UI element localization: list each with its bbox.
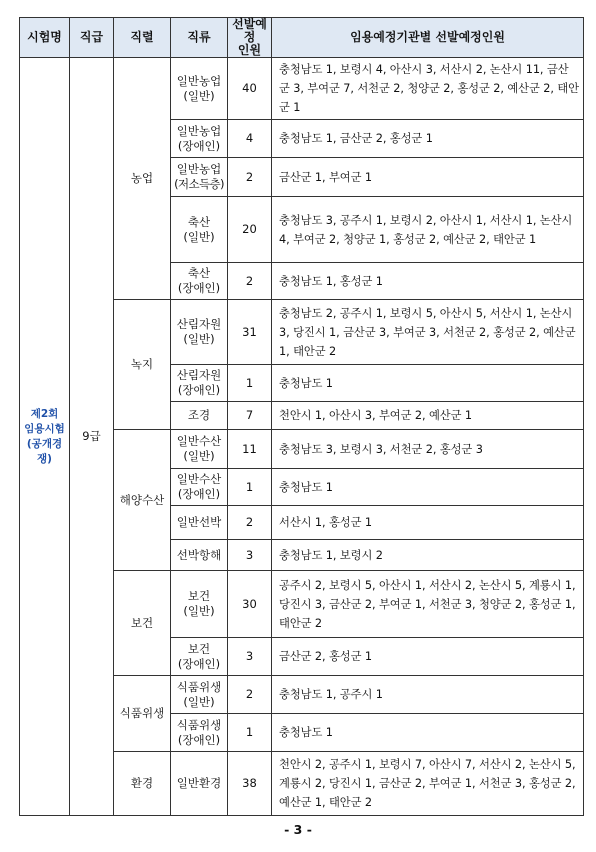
alloc-cell: 충청남도 1, 홍성군 1 — [272, 263, 584, 300]
job-line: 식품위생 — [176, 679, 222, 694]
alloc-cell: 충청남도 3, 공주시 1, 보령시 2, 아산시 1, 서산시 1, 논산시 4, 부여군 2, 청양군 1, 홍성군 2, 예산군 2, 태안군 1 — [272, 197, 584, 263]
header-job: 직류 — [171, 18, 228, 58]
job-line: 보건 — [187, 641, 211, 656]
job-line: (일반) — [183, 229, 215, 244]
series-cell: 녹지 — [114, 300, 171, 430]
job-line: (일반) — [183, 332, 215, 346]
job-line: (일반) — [183, 449, 215, 463]
series-cell: 보건 — [114, 571, 171, 676]
alloc-cell: 천안시 1, 아산시 3, 부여군 2, 예산군 1 — [272, 402, 584, 430]
count-cell: 3 — [228, 540, 272, 571]
job-cell — [171, 402, 228, 430]
exam-name-line: 제2회 — [30, 407, 59, 420]
job-cell — [171, 506, 228, 540]
count-cell: 1 — [228, 714, 272, 752]
header-count-line1: 선발예정 — [232, 17, 267, 44]
count-cell: 2 — [228, 676, 272, 714]
job-line: 산림자원 — [176, 317, 222, 331]
job-line: 축산 — [187, 266, 211, 280]
job-cell — [171, 430, 228, 469]
alloc-cell: 충청남도 1, 보령시 4, 아산시 3, 서산시 2, 논산시 11, 금산군 3, 부여군 7, 서천군 2, 청양군 2, 홍성군 2, 예산군 2, 태안군 1 — [272, 58, 584, 120]
alloc-cell: 서산시 1, 홍성군 1 — [272, 506, 584, 540]
alloc-cell: 충청남도 1, 금산군 2, 홍성군 1 — [272, 120, 584, 158]
count-cell: 38 — [228, 752, 272, 816]
job-line: 일반농업 — [176, 162, 222, 176]
job-line: 일반농업 — [176, 73, 222, 88]
job-line: (장애인) — [177, 732, 221, 747]
count-cell: 4 — [228, 120, 272, 158]
job-cell — [171, 300, 228, 365]
header-count — [228, 18, 272, 58]
table-row — [20, 58, 584, 120]
alloc-cell: 공주시 2, 보령시 5, 아산시 1, 서산시 2, 논산시 5, 계룡시 1, 당진시 3, 금산군 2, 부여군 1, 서천군 3, 청양군 2, 홍성군 1, 태안군 2 — [272, 571, 584, 638]
alloc-cell: 천안시 2, 공주시 1, 보령시 7, 아산시 7, 서산시 2, 논산시 5, 계룡시 2, 당진시 1, 금산군 2, 부여군 1, 서천군 3, 홍성군 2, 예산군 1, 태안군 2 — [272, 752, 584, 816]
recruitment-table — [19, 17, 584, 816]
count-cell: 30 — [228, 571, 272, 638]
series-cell: 환경 — [114, 752, 171, 816]
job-line: 식품위생 — [176, 717, 222, 732]
series-cell: 식품위생 — [114, 676, 171, 752]
count-cell: 31 — [228, 300, 272, 365]
alloc-cell: 충청남도 1 — [272, 714, 584, 752]
count-cell: 2 — [228, 506, 272, 540]
job-line: 일반수산 — [176, 472, 222, 486]
header-count-line2: 인원 — [237, 43, 262, 57]
series-cell: 농업 — [114, 58, 171, 300]
exam-name-cell — [20, 58, 70, 816]
job-cell — [171, 120, 228, 158]
count-cell: 2 — [228, 263, 272, 300]
series-cell: 해양수산 — [114, 430, 171, 571]
exam-name-line: 임용시험 — [24, 422, 65, 435]
job-cell — [171, 540, 228, 571]
job-line: (일반) — [183, 694, 215, 709]
grade-cell: 9급 — [70, 58, 114, 816]
job-cell — [171, 469, 228, 506]
alloc-cell: 금산군 2, 홍성군 1 — [272, 638, 584, 676]
count-cell: 2 — [228, 158, 272, 197]
job-line: (저소득층) — [174, 177, 224, 191]
alloc-cell: 충청남도 3, 보령시 3, 서천군 2, 홍성군 3 — [272, 430, 584, 469]
job-cell — [171, 263, 228, 300]
job-line: 일반환경 — [176, 776, 222, 790]
count-cell: 1 — [228, 365, 272, 402]
job-cell — [171, 714, 228, 752]
alloc-cell: 금산군 1, 부여군 1 — [272, 158, 584, 197]
job-cell — [171, 638, 228, 676]
header-alloc: 임용예정기관별 선발예정인원 — [272, 18, 584, 58]
job-line: 산림자원 — [176, 368, 222, 382]
count-cell: 7 — [228, 402, 272, 430]
count-cell: 40 — [228, 58, 272, 120]
job-line: 조경 — [187, 408, 211, 422]
job-line: (장애인) — [177, 138, 221, 153]
alloc-cell: 충청남도 1, 공주시 1 — [272, 676, 584, 714]
job-cell — [171, 197, 228, 263]
job-line: 일반선박 — [176, 515, 222, 529]
job-cell — [171, 365, 228, 402]
count-cell: 11 — [228, 430, 272, 469]
job-line: 보건 — [187, 589, 211, 603]
job-line: (장애인) — [177, 656, 221, 671]
exam-name-line: (공개경쟁) — [26, 437, 63, 465]
alloc-cell: 충청남도 1 — [272, 365, 584, 402]
count-cell: 20 — [228, 197, 272, 263]
job-line: (일반) — [183, 88, 215, 103]
job-line: (장애인) — [177, 383, 221, 397]
count-cell: 1 — [228, 469, 272, 506]
job-line: (장애인) — [177, 281, 221, 295]
job-cell — [171, 752, 228, 816]
job-line: (장애인) — [177, 487, 221, 501]
job-line: 선박항해 — [176, 547, 222, 562]
job-line: 일반농업 — [176, 123, 222, 138]
job-cell — [171, 158, 228, 197]
header-exam: 시험명 — [20, 18, 70, 58]
job-cell — [171, 58, 228, 120]
header-row — [20, 18, 584, 58]
job-line: 일반수산 — [176, 434, 222, 448]
count-cell: 3 — [228, 638, 272, 676]
alloc-cell: 충청남도 1, 보령시 2 — [272, 540, 584, 571]
header-series: 직렬 — [114, 18, 171, 58]
job-cell — [171, 676, 228, 714]
job-line: 축산 — [187, 214, 211, 229]
page-number: - 3 - — [284, 822, 312, 837]
job-line: (일반) — [183, 604, 215, 618]
header-grade: 직급 — [70, 18, 114, 58]
job-cell — [171, 571, 228, 638]
alloc-cell: 충청남도 2, 공주시 1, 보령시 5, 아산시 5, 서산시 1, 논산시 3, 당진시 1, 금산군 3, 부여군 3, 서천군 2, 홍성군 2, 예산군 1, 태안군 2 — [272, 300, 584, 365]
alloc-cell: 충청남도 1 — [272, 469, 584, 506]
